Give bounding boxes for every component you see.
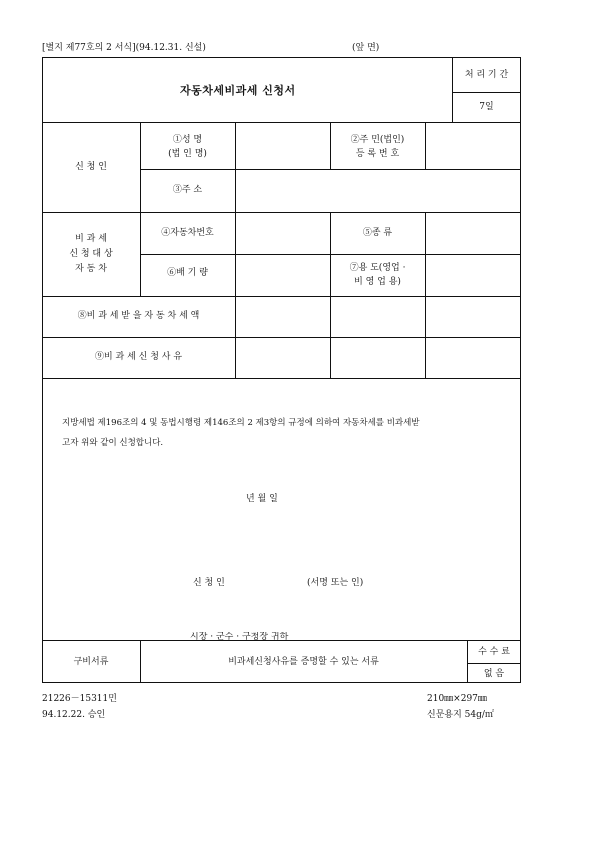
reason-field[interactable]: [236, 338, 520, 377]
approval-date: 94.12.22. 승인: [42, 710, 106, 720]
processing-period-value: 7일: [479, 102, 494, 112]
regno-field[interactable]: [426, 123, 520, 168]
plate-number-label: ④자동차번호: [161, 228, 214, 238]
regno-label: ②주 민(법인): [350, 135, 405, 145]
fee-value: 없 음: [483, 669, 505, 679]
rule-reason-bottom: [42, 378, 521, 379]
applicant-sign-label: 신 청 인: [193, 578, 225, 588]
corp-name-label: (법 인 명): [168, 149, 207, 159]
address-label: ③주 소: [172, 185, 203, 195]
address-field[interactable]: [236, 170, 520, 211]
vehicle-section-label-3: 자 동 차: [75, 264, 107, 274]
processing-period-label: 처 리 기 간: [464, 70, 509, 80]
exempt-amount-field[interactable]: [236, 297, 520, 336]
exempt-amount-label: ⑧비 과 세 받 을 자 동 차 세 액: [77, 311, 200, 321]
required-docs-label: 구비서류: [73, 657, 109, 667]
fee-label: 수 수 료: [478, 647, 510, 657]
displacement-label: ⑥배 기 량: [167, 268, 208, 278]
signature-field[interactable]: [240, 574, 302, 590]
paper-type: 신문용지 54g/㎡: [427, 710, 494, 720]
page-side-label: (앞 면): [352, 43, 380, 53]
vehicle-section-label-1: 비 과 세: [75, 234, 107, 244]
vehicle-section-label-2: 신 청 대 상: [69, 249, 113, 259]
addressee: 시장 · 군수 · 구청장 귀하: [190, 632, 289, 640]
rule-fee-mid: [467, 663, 521, 664]
displacement-field[interactable]: [236, 255, 329, 295]
sign-note: (서명 또는 인): [307, 578, 364, 588]
form-title: 자동차세비과세 신청서: [180, 84, 296, 97]
form-reference: [별지 제77호의 2 서식](94.12.31. 신설): [42, 43, 206, 53]
reason-label: ⑨비 과 세 신 청 사 유: [94, 352, 183, 362]
regno-label-2: 등 록 번 호: [355, 149, 400, 159]
usage-field[interactable]: [426, 255, 520, 295]
form-code: 21226－15311민: [42, 694, 117, 704]
usage-label: ⑦용 도(영업 ·: [349, 263, 406, 273]
vehicle-type-label: ⑤종 류: [362, 228, 393, 238]
usage-label-2: 비 영 업 용): [354, 277, 401, 287]
name-field[interactable]: [236, 123, 329, 168]
paper-size: 210㎜×297㎜: [427, 694, 487, 704]
rule-processing: [452, 92, 521, 93]
applicant-section-label: 신 청 인: [75, 162, 107, 172]
addressee-clip: [190, 632, 330, 640]
statement-line-1: 지방세법 제196조의 4 및 동법시행령 제146조의 2 제3항의 규정에 의하여 자동차세를 비과세받: [62, 418, 420, 428]
rule-footer-top: [42, 640, 521, 641]
statement-line-2: 고자 위와 같이 신청합니다.: [62, 438, 164, 448]
date-line: 년 월 일: [246, 494, 278, 504]
required-docs-value: 비과세신청사유를 증명할 수 있는 서류: [228, 657, 379, 667]
plate-number-field[interactable]: [236, 213, 329, 253]
vehicle-type-field[interactable]: [426, 213, 520, 253]
name-label: ①성 명: [172, 135, 203, 145]
